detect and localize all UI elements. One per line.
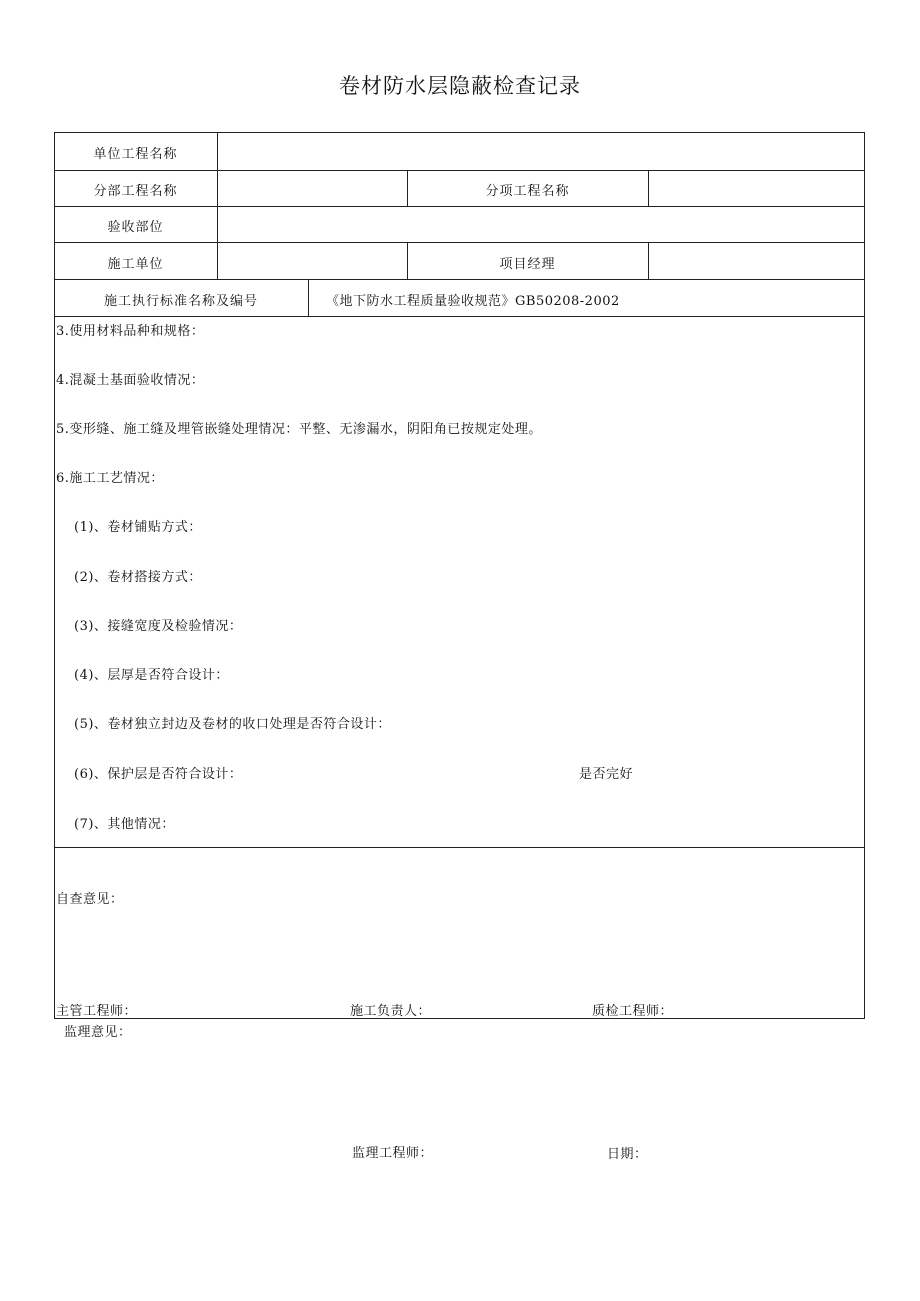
item-project-label: 分项工程名称 xyxy=(485,184,570,199)
row-divider xyxy=(54,847,865,848)
construction-unit-value[interactable] xyxy=(225,253,400,269)
supervision-engineer-label: 监理工程师： xyxy=(352,1146,434,1161)
row-divider xyxy=(54,316,865,317)
standard-label: 施工执行标准名称及编号 xyxy=(103,294,258,309)
sub-item-laying: (1)、卷材铺贴方式： xyxy=(74,520,202,535)
inspection-part-value[interactable] xyxy=(225,216,855,232)
sub-item-protection: (6)、保护层是否符合设计： xyxy=(74,767,243,782)
page-title: 卷材防水层隐蔽检查记录 xyxy=(339,74,581,98)
sub-item-overlap: (2)、卷材搭接方式： xyxy=(74,570,202,585)
sub-project-label: 分部工程名称 xyxy=(93,184,178,199)
supervision-label: 监理意见： xyxy=(64,1025,132,1040)
unit-project-value[interactable] xyxy=(225,143,855,159)
construction-unit-label: 施工单位 xyxy=(107,257,164,272)
row-divider xyxy=(54,170,865,171)
sub-project-value[interactable] xyxy=(225,180,400,196)
item-concrete-base: 4.混凝土基面验收情况： xyxy=(56,373,205,388)
item-materials: 3.使用材料品种和规格： xyxy=(56,324,205,339)
standard-value: 《地下防水工程质量验收规范》GB50208-2002 xyxy=(326,294,620,309)
sub-item-intact: 是否完好 xyxy=(579,767,634,782)
col-divider xyxy=(648,170,649,206)
item-joints: 5.变形缝、施工缝及埋管嵌缝处理情况：平整、无渗漏水，阴阳角已按规定处理。 xyxy=(56,422,542,437)
row-divider xyxy=(54,242,865,243)
item-project-value[interactable] xyxy=(656,180,856,196)
construction-lead-label: 施工负责人： xyxy=(350,1004,432,1019)
project-manager-value[interactable] xyxy=(656,253,856,269)
item-process: 6.施工工艺情况： xyxy=(56,471,164,486)
row-divider xyxy=(54,279,865,280)
col-divider xyxy=(308,279,309,316)
sub-item-thickness: (4)、层厚是否符合设计： xyxy=(74,668,229,683)
sub-item-seam-width: (3)、接缝宽度及检验情况： xyxy=(74,619,243,634)
qc-engineer-label: 质检工程师： xyxy=(592,1004,674,1019)
chief-engineer-label: 主管工程师： xyxy=(56,1004,138,1019)
sub-item-other: (7)、其他情况： xyxy=(74,817,175,832)
sub-item-edge-sealing: (5)、卷材独立封边及卷材的收口处理是否符合设计： xyxy=(74,717,391,732)
row-divider xyxy=(54,206,865,207)
unit-project-label: 单位工程名称 xyxy=(93,147,178,162)
col-divider xyxy=(648,242,649,279)
project-manager-label: 项目经理 xyxy=(499,257,556,272)
inspection-part-label: 验收部位 xyxy=(107,220,164,235)
self-check-label: 自查意见： xyxy=(56,892,124,907)
supervision-date-label: 日期： xyxy=(607,1147,648,1162)
col-divider xyxy=(217,132,218,279)
